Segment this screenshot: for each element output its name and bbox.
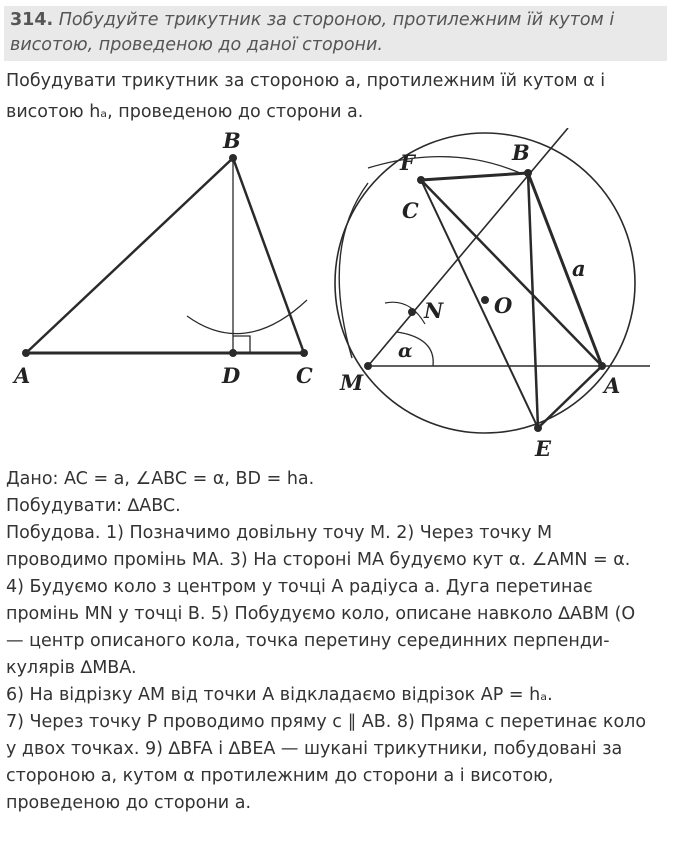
step-line: 6) На відрізку AM від точки A відкладаємо відрізок AP = hₐ. (6, 685, 553, 705)
circumcircle (335, 133, 635, 433)
point-e (535, 425, 542, 432)
chord-fb (421, 173, 528, 180)
label-m: M (340, 370, 364, 395)
point-o (482, 297, 489, 304)
label-b-right: B (512, 140, 530, 165)
label-o: O (494, 293, 513, 318)
label-d-left: D (222, 363, 241, 388)
intro-text (6, 66, 686, 128)
construction-arc-left (187, 300, 307, 334)
intro-line-2: висотою hₐ, проведеною до сторони a. (6, 102, 364, 122)
step-line: у двох точках. 9) ∆BFA і ∆BEA — шукані трикутники, побудовані за (6, 739, 623, 759)
point-a-right (599, 363, 606, 370)
label-c-left: C (296, 363, 313, 388)
point-f (418, 177, 425, 184)
point-a-left (23, 350, 30, 357)
step-line: промінь MN у точці B. 5) Побудуємо коло, описане навколо ∆ABM (O (6, 604, 636, 624)
label-alpha: α (398, 340, 413, 362)
point-b-right (525, 170, 532, 177)
segment-be (528, 173, 538, 428)
problem-statement: Побудуйте трикутник за стороною, протилежним їй кутом і висотою, проведеною до даної сторони. (10, 10, 615, 55)
step-line: проводимо промінь MA. 3) На стороні MA будуємо кут α. ∠AMN = α. (6, 550, 631, 570)
left-triangle-figure (23, 155, 308, 357)
side-ab (26, 158, 233, 353)
task-line: Побудувати: ∆ABC. (6, 496, 181, 516)
segment-ea (538, 366, 602, 428)
segment-ba (528, 173, 602, 366)
label-n: N (424, 298, 444, 323)
problem-header (4, 6, 667, 61)
label-b-left: B (223, 128, 241, 153)
solution-text (6, 466, 690, 817)
construction-figure (0, 128, 695, 463)
step-line: кулярів ∆MBA. (6, 658, 137, 678)
point-c-left (301, 350, 308, 357)
label-a-left: A (14, 363, 31, 388)
label-f: F (400, 150, 415, 175)
step-line: проведеною до сторони a. (6, 793, 252, 813)
given-line: Дано: AC = a, ∠ABC = α, BD = hа. (6, 469, 315, 489)
problem-number: 314. (10, 10, 54, 30)
step-line: — центр описаного кола, точка перетину серединних перпенди- (6, 631, 610, 651)
point-m (365, 363, 372, 370)
label-a-side: a (572, 256, 586, 281)
label-a-right: A (604, 373, 621, 398)
side-bc (233, 158, 304, 353)
point-d-left (230, 350, 237, 357)
step-line: 7) Через точку P проводимо пряму c ∥ AB. 8) Пряма c перетинає коло (6, 712, 647, 732)
intro-line-1: Побудувати трикутник за стороною a, протилежним їй кутом α і (6, 71, 606, 91)
step-line: стороною a, кутом α протилежним до сторони a і висотою, (6, 766, 554, 786)
label-e: E (535, 436, 552, 461)
point-b-left (230, 155, 237, 162)
point-n (409, 309, 416, 316)
step-line: Побудова. 1) Позначимо довільну точу M. 2) Через точку M (6, 523, 553, 543)
right-construction-figure (335, 128, 650, 433)
ray-mn (368, 128, 568, 366)
step-line: 4) Будуємо коло з центром у точці A радіуса a. Дуга перетинає (6, 577, 593, 597)
radius-arc (368, 157, 520, 173)
label-c-right: C (402, 198, 419, 223)
